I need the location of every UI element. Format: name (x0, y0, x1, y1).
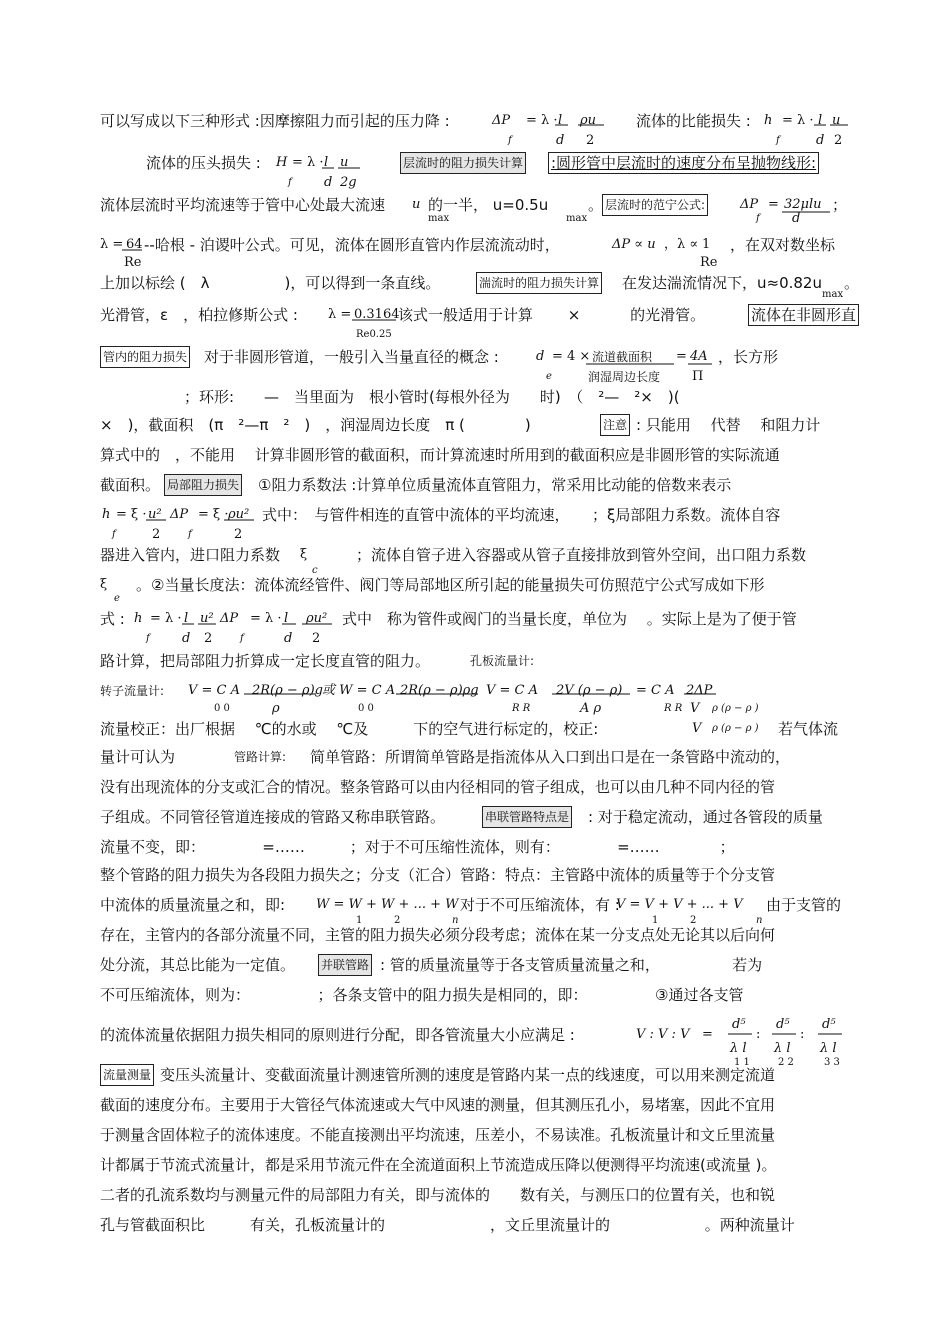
text-run: h (764, 113, 773, 128)
text-run: 量计可认为 (100, 748, 176, 766)
text-run: 存在，主管内的各部分流量不同，主管的阻力损失必须分段考虑；流体在某一分支点处无论其以后向何 (100, 926, 776, 944)
text-run: = λ · (292, 155, 324, 170)
text-run: f (240, 633, 244, 644)
text-run: Re0.25 (356, 329, 392, 340)
text-run: 2 (152, 527, 161, 542)
text-run: 处分流，其总比能为一定值。 (100, 956, 296, 974)
text-run: 变压头流量计、变截面流量计测速管所测的速度是管路内某一点的线速度，可以用来测定流道 (160, 1066, 776, 1084)
text-run: = λ · (250, 611, 282, 626)
text-run: Re (700, 255, 718, 270)
text-run: d⁵ (732, 1017, 746, 1032)
text-run: 流量不变，即： =…… ；对于不可压缩性流体，则有： =…… ； (100, 838, 735, 856)
boxed-heading: 层流时的阻力损失计算 (400, 152, 526, 174)
text-run: = ξ · (116, 507, 147, 522)
text-run: 对于不可压缩流体，有 : (460, 896, 620, 914)
text-run: e (546, 371, 552, 382)
text-run: 于测量含固体粒子的流体速度。不能直接测出平均流速，压差小，不易读准。孔板流量计和文丘里流量 (100, 1126, 776, 1144)
text-run: 上加以标绘 ( λ )，可以得到一条直线。 (100, 274, 441, 292)
text-run: --哈根 - 泊谡叶公式。可见，流体在圆形直管内作层流流动时， (144, 236, 560, 254)
text-run: u² (148, 507, 162, 522)
text-run: d (792, 211, 801, 226)
text-run: = C A (636, 683, 675, 698)
text-run: 0.3164 (354, 307, 400, 322)
text-run: l (324, 155, 329, 170)
text-run: 。②当量长度法：流体流经管件、阀门等局部地区所引起的能量损失可仿照范宁公式写成如下形 (136, 576, 765, 594)
text-run: f (112, 529, 116, 540)
text-run: = 4 × (552, 349, 591, 364)
text-run: 32μlu (784, 197, 822, 212)
text-run: 器进入管内，进口阻力系数 (100, 546, 281, 564)
text-run: u² (200, 611, 214, 626)
text-run: : 只能用 代替 和阻力计 (636, 416, 821, 434)
text-run: 对于非圆形管道，一般引入当量直径的概念 : (204, 348, 499, 366)
text-run: 截面积。 (100, 476, 161, 494)
text-run: H (276, 155, 288, 170)
boxed-heading: :圆形管中层流时的速度分布呈抛物线形: (548, 152, 819, 174)
text-run: R R (512, 703, 531, 714)
text-run: ρu (580, 113, 597, 128)
text-run: ρu² (228, 507, 250, 522)
text-run: 或 W = C A (322, 683, 396, 698)
text-run: 不可压缩流体，则为： ；各条支管中的阻力损失是相同的，即： ③通过各支管 (100, 986, 744, 1004)
text-run: 若气体流 (778, 720, 839, 738)
text-run: = (702, 1027, 713, 1042)
text-run: 流体层流时平均流速等于管中心处最大流速 (100, 196, 386, 214)
boxed-heading: 管内的阻力损失 (100, 346, 190, 368)
text-run: = (676, 349, 687, 364)
text-run: 2 (312, 631, 321, 646)
text-run: ΔP ∝ u (612, 237, 656, 252)
boxed-heading: 湍流时的阻力损失计算 (476, 272, 602, 294)
text-run: V = V + V + ... + V (616, 897, 743, 912)
text-run: l (284, 611, 289, 626)
text-run: V (692, 721, 702, 736)
text-run: 0 0 (214, 703, 230, 714)
text-run: R R (664, 703, 683, 714)
text-run: : (800, 1027, 805, 1042)
text-run: 子组成。不同管径管道连接成的管路又称串联管路。 (100, 808, 446, 826)
text-run: d (816, 133, 825, 148)
text-run: 1 (652, 915, 659, 926)
text-run: 润湿周边长度 (588, 370, 661, 384)
text-run: ΔP (220, 611, 239, 626)
text-run: : 对于稳定流动，通过各管段的质量 (588, 808, 823, 826)
boxed-heading: 局部阻力损失 (164, 474, 242, 496)
text-run: h (134, 611, 143, 626)
text-run: Π (692, 369, 704, 384)
text-run: Re (124, 255, 142, 270)
text-run: e (114, 593, 120, 604)
text-run: 中流体的质量流量之和，即: (100, 896, 286, 914)
text-run: 2R(ρ − ρ)g (252, 683, 323, 698)
text-run: n (756, 915, 763, 926)
text-run: 二者的孔流系数均与测量元件的局部阻力有关，即与流体的 数有关，与测压口的位置有关，也和锐 (100, 1186, 776, 1204)
text-run: V (690, 701, 700, 716)
text-run: 2 (234, 527, 243, 542)
text-run: : 管的质量流量等于各支管质量流量之和， 若为 (380, 956, 763, 974)
text-run: λ = (328, 307, 352, 322)
text-run: d (556, 133, 565, 148)
text-run: d (536, 349, 545, 364)
text-run: 由于支管的 (766, 896, 842, 914)
boxed-heading: 流体在非圆形直 (748, 304, 859, 326)
text-run: λ = (100, 237, 124, 252)
text-run: ，在双对数坐标 (730, 236, 836, 254)
text-run: 3 3 (824, 1057, 840, 1068)
text-run: ξ (300, 547, 308, 562)
text-run: max (566, 213, 588, 224)
text-run: ρ (ρ − ρ ) (712, 703, 759, 714)
text-run: × )，截面积 (π ²—π ² ) ，润湿周边长度 π ( ) (100, 416, 531, 434)
text-run: 2 (834, 133, 843, 148)
text-run: d⁵ (776, 1017, 790, 1032)
text-run: 该式一般适用于计算 × 的光滑管。 (398, 306, 706, 324)
text-run: 孔与管截面积比 有关，孔板流量计的 ，文丘里流量计的 。两种流量计 (100, 1216, 795, 1234)
text-run: ξ (100, 577, 108, 592)
text-run: ΔP (492, 113, 511, 128)
text-run: ；环形: — 当里面为 根小管时(每根外径为 时) （ ²— ²× )( (184, 388, 680, 406)
boxed-heading: 并联管路 (318, 954, 372, 976)
text-run: 流量校正：出厂根据 ℃的水或 ℃及 下的空气进行标定的，校正: (100, 720, 599, 738)
text-run: 64 (126, 237, 143, 252)
text-run: f (756, 213, 760, 224)
text-run: 管路计算: (234, 750, 287, 764)
text-run: 2 (586, 133, 595, 148)
text-run: 光滑管，ε ，柏拉修斯公式 : (100, 306, 298, 324)
text-run: ρ (272, 701, 280, 716)
text-run: d (324, 175, 333, 190)
text-run: max (428, 213, 450, 224)
text-run: 整个管路的阻力损失为各段阻力损失之；分支（汇合）管路：特点：主管路中流体的质量等于个分支管 (100, 866, 776, 884)
boxed-heading: 流量测量 (100, 1064, 154, 1086)
text-run: n (452, 915, 459, 926)
text-run: V : V : V (636, 1027, 690, 1042)
text-run: 2ΔP (686, 683, 713, 698)
text-run: 式中 称为管件或阀门的当量长度，单位为 。实际上是为了便于管 (342, 610, 797, 628)
text-run: 路计算，把局部阻力折算成一定长度直管的阻力。 (100, 652, 431, 670)
text-run: u (412, 197, 421, 212)
text-run: : (756, 1027, 761, 1042)
text-run: 4A (690, 349, 708, 364)
text-run: f (288, 177, 292, 188)
boxed-heading: 层流时的范宁公式: (602, 194, 708, 216)
text-run: 2 (394, 915, 401, 926)
boxed-heading: 串联管路特点是 (482, 806, 572, 828)
text-run: 截面的速度分布。主要用于大管径气体流速或大气中风速的测量，但其测压孔小，易堵塞，因此不宜用 (100, 1096, 776, 1114)
text-run: 孔板流量计: (470, 654, 535, 668)
text-run: 计都属于节流式流量计，都是采用节流元件在全流道面积上节流造成压降以便测得平均流速(或流量 )。 (100, 1156, 777, 1174)
text-run: d⁵ (822, 1017, 836, 1032)
text-run: f (146, 633, 150, 644)
text-run: 流体的比能损失 : (636, 112, 751, 130)
text-run: 1 (356, 915, 363, 926)
text-run: max (822, 289, 844, 300)
text-run: λ l (774, 1041, 791, 1056)
text-run: l (558, 113, 563, 128)
text-run: = λ · (782, 113, 814, 128)
text-run: V = C A (188, 683, 241, 698)
text-run: 2R(ρ − ρ)ρg (400, 683, 479, 698)
text-run: λ l (730, 1041, 747, 1056)
text-run: W = W + W + ... + W (316, 897, 459, 912)
text-run: 的一半， u=0.5u (428, 196, 549, 214)
text-run: 。 (588, 196, 604, 214)
text-run: ； (832, 196, 848, 214)
text-run: V = C A (486, 683, 539, 698)
text-run: c (312, 565, 318, 576)
text-run: 可以写成以下三种形式 :因摩擦阻力而引起的压力降 : (100, 112, 450, 130)
text-run: 转子流量计: (100, 684, 165, 698)
text-run: h (102, 507, 111, 522)
text-run: 0 0 (358, 703, 374, 714)
text-run: ；流体自管子进入容器或从管子直接排放到管外空间，出口阻力系数 (356, 546, 807, 564)
text-run: 式 : (100, 610, 125, 628)
text-run: ΔP (740, 197, 759, 212)
text-run: l (818, 113, 823, 128)
text-run: f (776, 135, 780, 146)
text-run: 2 2 (778, 1057, 794, 1068)
text-run: = λ · (526, 113, 558, 128)
text-run: A ρ (580, 701, 602, 716)
text-run: 2g (340, 175, 357, 190)
text-run: f (188, 529, 192, 540)
text-run: ρ (ρ − ρ ) (712, 723, 759, 734)
text-run: 在发达湍流情况下，u≈0.82u (622, 274, 822, 292)
text-run: u (340, 155, 349, 170)
text-run: = (768, 197, 779, 212)
text-run: ，长方形 (718, 348, 779, 366)
text-run: d (182, 631, 191, 646)
text-run: λ l (820, 1041, 837, 1056)
text-run: 算式中的 ，不能用 计算非圆形管的截面积，而计算流速时所用到的截面积应是非圆形管的实际流通 (100, 446, 780, 464)
text-run: = ξ · (198, 507, 229, 522)
text-run: f (508, 135, 512, 146)
text-run: 2V (ρ − ρ) (556, 683, 623, 698)
text-run: 。 (844, 274, 860, 292)
text-run: u (832, 113, 841, 128)
text-run: d (284, 631, 293, 646)
text-run: 简单管路：所谓简单管路是指流体从入口到出口是在一条管路中流动的， (310, 748, 791, 766)
text-run: 的流体流量依据阻力损失相同的原则进行分配，即各管流量大小应满足 : (100, 1026, 575, 1044)
text-run: 2 (204, 631, 213, 646)
text-run: 1 1 (734, 1057, 750, 1068)
text-run: 2 (690, 915, 697, 926)
text-run: ，λ ∝ (664, 237, 699, 252)
text-run: 没有出现流体的分支或汇合的情况。整条管路可以由内径相同的管子组成，也可以由几种不同内径的管 (100, 778, 776, 796)
boxed-heading: 注意 (600, 414, 630, 436)
text-run: 流体的压头损失 : (146, 154, 261, 172)
text-run: = λ · (150, 611, 182, 626)
text-run: 式中： 与管件相连的直管中流体的平均流速， ；ξ局部阻力系数。流体自容 (262, 506, 781, 524)
text-run: ρu² (306, 611, 328, 626)
text-run: 1 (702, 237, 711, 252)
text-run: 流道截面积 (592, 350, 653, 364)
text-run: l (184, 611, 189, 626)
text-run: ΔP (170, 507, 189, 522)
text-run: ①阻力系数法 :计算单位质量流体直管阻力，常采用比动能的倍数来表示 (258, 476, 732, 494)
